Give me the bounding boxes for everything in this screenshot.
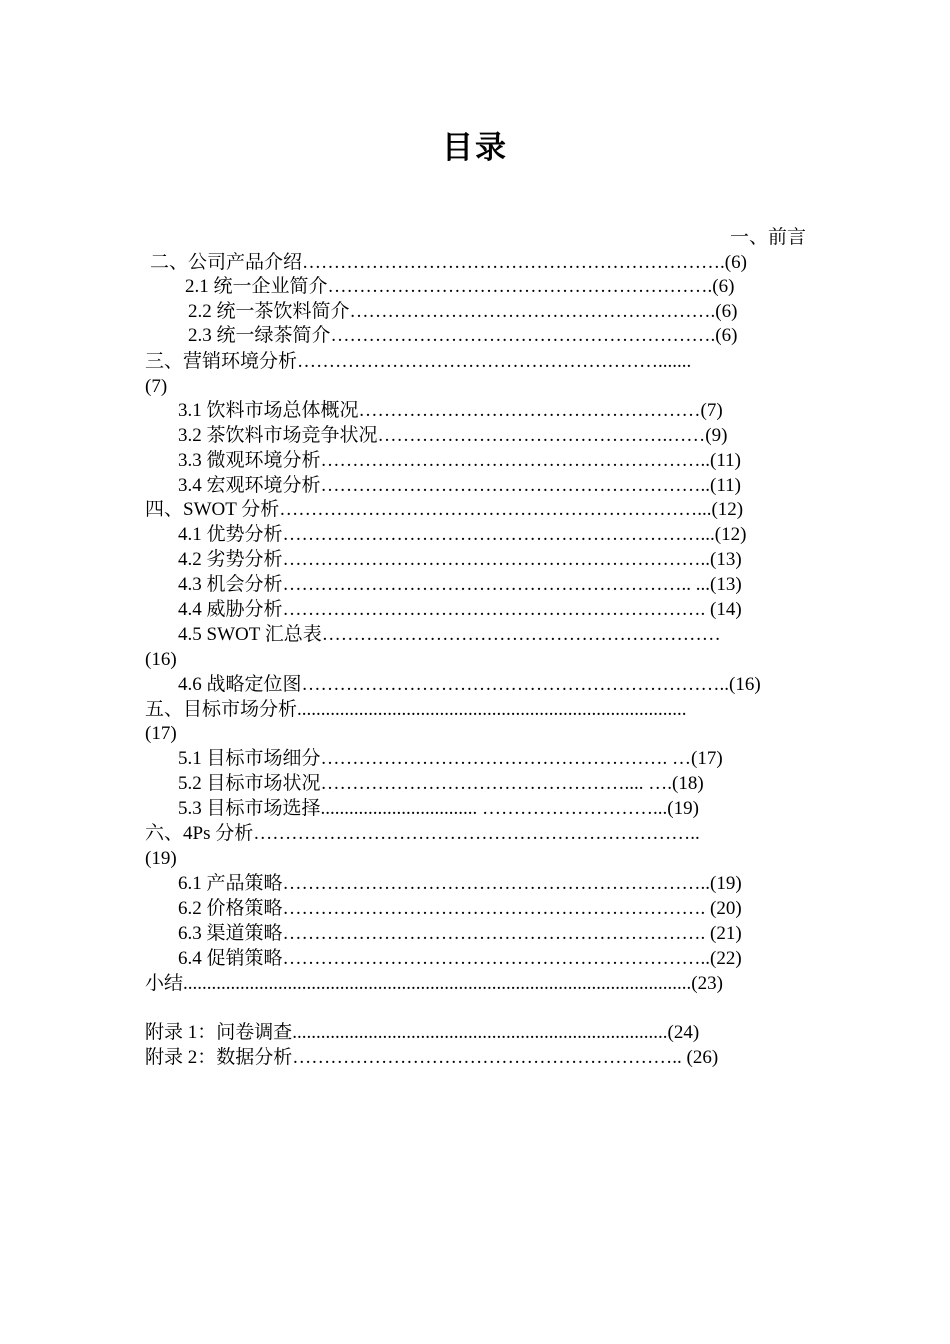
toc-entry: 六、4Ps 分析…………………………………………………………….. xyxy=(145,823,700,844)
toc-entry: 4.6 战略定位图…………………………………………………………..(16) xyxy=(178,674,761,695)
toc-entry-preface: 一、前言 xyxy=(729,227,806,248)
toc-entry: 3.4 宏观环境分析……………………………………………………..(11) xyxy=(178,475,741,496)
toc-entry: 6.1 产品策略…………………………………………………………..(19) xyxy=(178,873,742,894)
toc-entry: 2.1 统一企业简介…………………………………………………….(6) xyxy=(185,276,735,297)
toc-entry: 5.1 目标市场细分………………………………………………. …(17) xyxy=(178,748,723,769)
toc-entry: 6.2 价格策略…………………………………………………………. (20) xyxy=(178,898,742,919)
toc-entry-page: (16) xyxy=(145,649,177,670)
toc-entry: 6.3 渠道策略…………………………………………………………. (21) xyxy=(178,923,742,944)
toc-entry-page: (19) xyxy=(145,848,177,869)
toc-entry: 二、公司产品介绍………………………………………………………….(6) xyxy=(150,252,747,273)
toc-entry: 3.1 饮料市场总体概况………………………………………………(7) xyxy=(178,400,723,421)
toc-entry: 2.2 统一茶饮料简介………………………………………………….(6) xyxy=(188,301,738,322)
toc-entry: 五、目标市场分析.................................................................................. xyxy=(145,699,687,720)
toc-entry: 5.3 目标市场选择................................. ………………………...(19) xyxy=(178,798,699,819)
toc-entry: 2.3 统一绿茶简介…………………………………………………….(6) xyxy=(188,325,738,346)
toc-entry-page: (7) xyxy=(145,376,168,397)
page-title: 目录 xyxy=(442,130,508,166)
toc-entry-appendix: 附录 1：问卷调查...............................................................................(24) xyxy=(145,1022,700,1043)
toc-entry: 3.3 微观环境分析……………………………………………………..(11) xyxy=(178,450,741,471)
toc-entry: 3.2 茶饮料市场竞争状况……………………………………….……(9) xyxy=(178,425,728,446)
toc-entry: 6.4 促销策略…………………………………………………………..(22) xyxy=(178,948,742,969)
toc-entry: 4.5 SWOT 汇总表……………………………………………………… xyxy=(178,624,721,645)
toc-entry: 4.1 优势分析…………………………………………………………...(12) xyxy=(178,524,747,545)
toc-entry: 4.2 劣势分析…………………………………………………………..(13) xyxy=(178,549,742,570)
toc-entry: 5.2 目标市场状况………………………………………….... ….(18) xyxy=(178,773,704,794)
toc-entry-appendix: 附录 2：数据分析…………………………………………………….. (26) xyxy=(145,1047,719,1068)
toc-entry: 4.4 威胁分析…………………………………………………………. (14) xyxy=(178,599,742,620)
toc-entry-page: (17) xyxy=(145,723,177,744)
toc-entry: 小结...........................................................................................................(23) xyxy=(145,973,723,994)
toc-entry: 三、营销环境分析…………………………………………………....... xyxy=(145,351,692,372)
toc-entry: 四、SWOT 分析…………………………………………………………...(12) xyxy=(145,499,744,520)
toc-entry: 4.3 机会分析……………………………………………………….. ...(13) xyxy=(178,574,742,595)
